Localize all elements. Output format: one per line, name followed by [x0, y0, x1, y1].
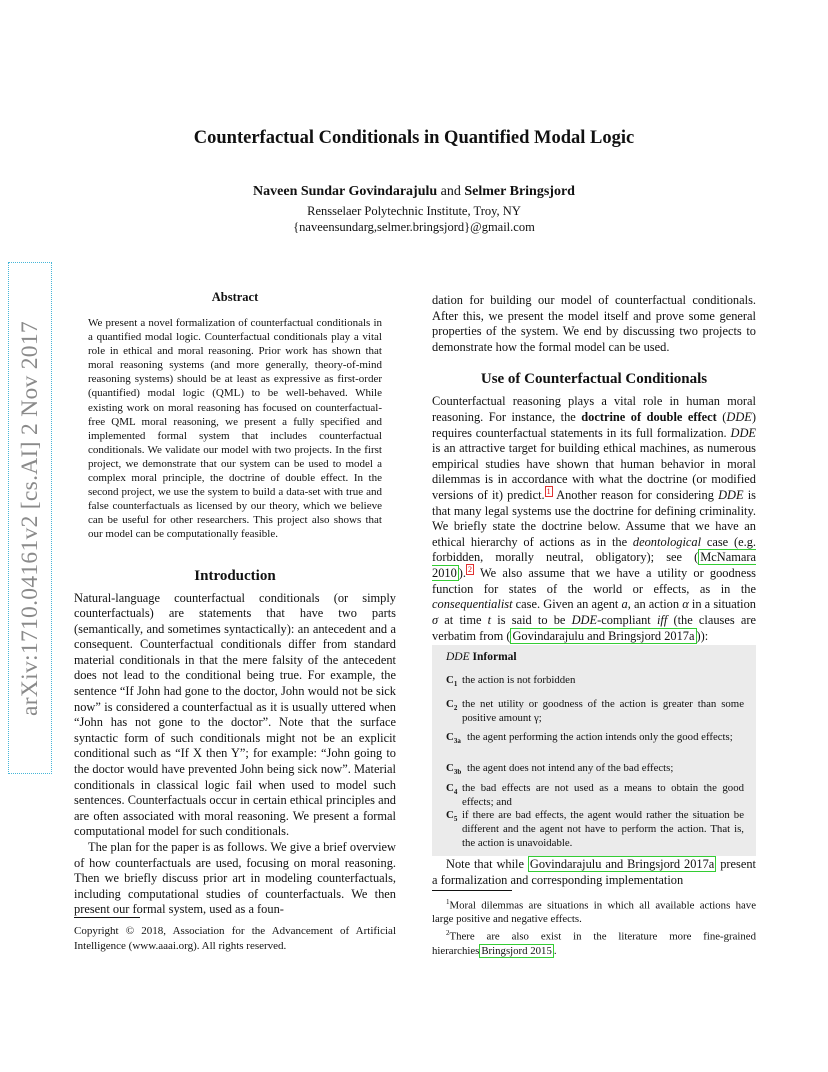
condition-c4: $C_4$ the bad effects are not used as a means to obtain the good effects; and — [446, 782, 744, 808]
use-section-paragraph: Counterfactual reasoning plays a vital role in human moral reasoning. For instance, the doctrine of double effect (DDE) requires counterfactual statements in its full formalization. DDE is an attractive target for building ethical machines, as numerous empirical studies have shown that human behavior in moral dilemmas is in accordance with what the doctrine (or modified versions of it) predict. $^1$ Another reason for considering DDE is that many legal systems use the doctrine for defining criminality. We briefly state the doctrine below. Assume that we have an ethical hierarchy of actions as in the deontological case (e.g. forbidden, morally neutral, obligatory); see ( McNamara 2010 ). $^2$ We also assume that we have a utility or goodness function for states of the world or effects, as in the consequentialist case. Given an agent a, an action α in a situation σ at time t is said to be DDE-compliant iff (the clauses are verbatim from ( Govindarajulu and Bringsjord 2017a )): — [432, 394, 757, 643]
citation-govindarajulu-2017a[interactable]: Govindarajulu and Bringsjord 2017a — [529, 857, 715, 871]
arxiv-identifier: arXiv:1710.04161v2 [cs.AI] 2 Nov 2017 — [16, 320, 43, 716]
after-box-paragraph: Note that while Govindarajulu and Bringsjord 2017a present a formalization and corresponding implementation — [432, 857, 756, 887]
citation-mcnamara[interactable]: McNamara 2010 — [432, 550, 756, 581]
doctrine-term: doctrine of double effect — [581, 409, 717, 424]
dde-symbol: DDE — [571, 612, 598, 627]
author-conjunction: and — [440, 184, 461, 199]
dde-symbol: DDE — [718, 488, 744, 503]
author-2: Selmer Bringsjord — [464, 184, 575, 199]
deontological-term: deontological — [632, 534, 702, 549]
left-column — [74, 290, 396, 918]
condition-c5: $C_5$ if there are bad effects, the agent would rather the situation be different and the agent not have to perform the action. That is, the action is unavoidable. — [446, 809, 744, 849]
author-line — [0, 184, 828, 200]
var-a: a — [621, 597, 628, 612]
var-t: t — [487, 612, 492, 627]
citation-bringsjord-2015[interactable]: Bringsjord 2015 — [481, 944, 552, 957]
introduction-paragraph-1: Natural-language counterfactual conditionals (or simply counterfactuals) are statements that have two parts (semantically, and sometimes syntactically): an antecedent and a consequent. Counterfactual conditionals differ from standard material conditionals in that the mere falsity of the antecedent does not lead to the conditional being true. For example, the sentence “If John had gone to the doctor, John would not be sick now” is considered a counterfactual as it is usually uttered when “John has not gone to the doctor”. Note that the surface syntactic form of such conditionals might not be an explicit conditional such as “If X then Y”; for example: “John going to the doctor would have prevented John being sick now”. Material conditionals in classical logic fail when used to model such sentences. Counterfactuals occur in certain ethical principles and are often associated with moral reasoning. We present a formal computational model for such conditionals. — [74, 590, 396, 839]
dde-informal-box — [432, 645, 756, 856]
footnote-link-1[interactable]: 1 — [546, 486, 551, 496]
dde-box-heading: DDE Informal — [446, 651, 517, 663]
footnote-1: $^1$Moral dilemmas are situations in which all available actions have large positive and negative effects. — [432, 898, 756, 926]
consequentialist-term: consequentialist — [432, 597, 513, 612]
author-email: {naveensundarg,selmer.bringsjord}@gmail.com — [293, 220, 535, 234]
footnotes — [432, 896, 756, 958]
footnote-link-2[interactable]: 2 — [468, 565, 473, 575]
arxiv-stamp[interactable] — [8, 262, 52, 774]
footnote-rule — [432, 890, 512, 891]
copyright-rule — [74, 917, 140, 918]
abstract-text: We present a novel formalization of counterfactual conditionals in a quantified modal logic. Counterfactual conditionals play a vital role in ethical and moral reasoning. Prior work has shown that moral reasoning systems (and more generally, theory-of-mind reasoning systems) should be at least as expressive as first-order (quantified) modal logic (QML) to be well-behaved. While existing work on moral reasoning has focused on counterfactual-free QML moral reasoning, we present a fully specified and implemented formal system that includes counterfactual conditionals. We validate our model with two projects. In the first project, we demonstrate that our system can be used to model a complex moral principle, the doctrine of double effect. In the second project, we use the system to build a data-set with true and false counterfactuals as licensed by our theory, which we believe can be useful for other researchers. This project also shows that our model can be computationally feasible. — [88, 317, 382, 541]
condition-c3b: $C_{3b}$ the agent does not intend any of the bad effects; — [446, 762, 674, 777]
dde-symbol: DDE — [730, 425, 756, 440]
var-sigma: σ — [432, 612, 439, 627]
condition-c2: $C_2$ the net utility or goodness of the action is greater than some positive amount γ; — [446, 698, 744, 724]
introduction-paragraph-2: The plan for the paper is as follows. We give a brief overview of how counterfactuals are used, focusing on moral reasoning. Then we briefly discuss prior art in modeling counterfactuals, including computational studies of counterfactuals. We then present our formal system, used as a foun- — [74, 840, 396, 917]
dde-symbol: DDE — [726, 409, 752, 424]
introduction-heading: Introduction — [194, 567, 276, 584]
footnote-2: $^2$There are also exist in the literature more fine-grained hierarchies Bringsjord 2015 . — [432, 929, 756, 957]
paper-title: Counterfactual Conditionals in Quantified Modal Logic — [193, 128, 635, 148]
condition-c1: $C_1$ the action is not forbidden — [446, 674, 576, 689]
affiliation: Rensselaer Polytechnic Institute, Troy, NY — [307, 204, 521, 218]
author-1: Naveen Sundar Govindarajulu — [253, 184, 438, 199]
var-alpha: α — [682, 597, 689, 612]
dde-symbol: DDE — [446, 651, 470, 663]
use-section-heading: Use of Counterfactual Conditionals — [480, 371, 708, 388]
copyright-notice: Copyright © 2018, Association for the Advancement of Artificial Intelligence (www.aaai.org). All rights reserved. — [74, 925, 396, 952]
iff-term: iff — [656, 612, 668, 627]
abstract-heading: Abstract — [211, 290, 259, 304]
condition-c3a: $C_{3a}$ the agent performing the action intends only the good effects; — [446, 731, 733, 746]
intro-continuation: dation for building our model of counterfactual conditionals. After this, we present the model itself and prove some general properties of the system. We end by discussing two projects to demonstrate how the formal model can be used. — [432, 293, 756, 354]
affiliation-block — [0, 203, 828, 235]
citation-govindarajulu-2017a[interactable]: Govindarajulu and Bringsjord 2017a — [512, 628, 695, 643]
right-column — [432, 290, 756, 644]
